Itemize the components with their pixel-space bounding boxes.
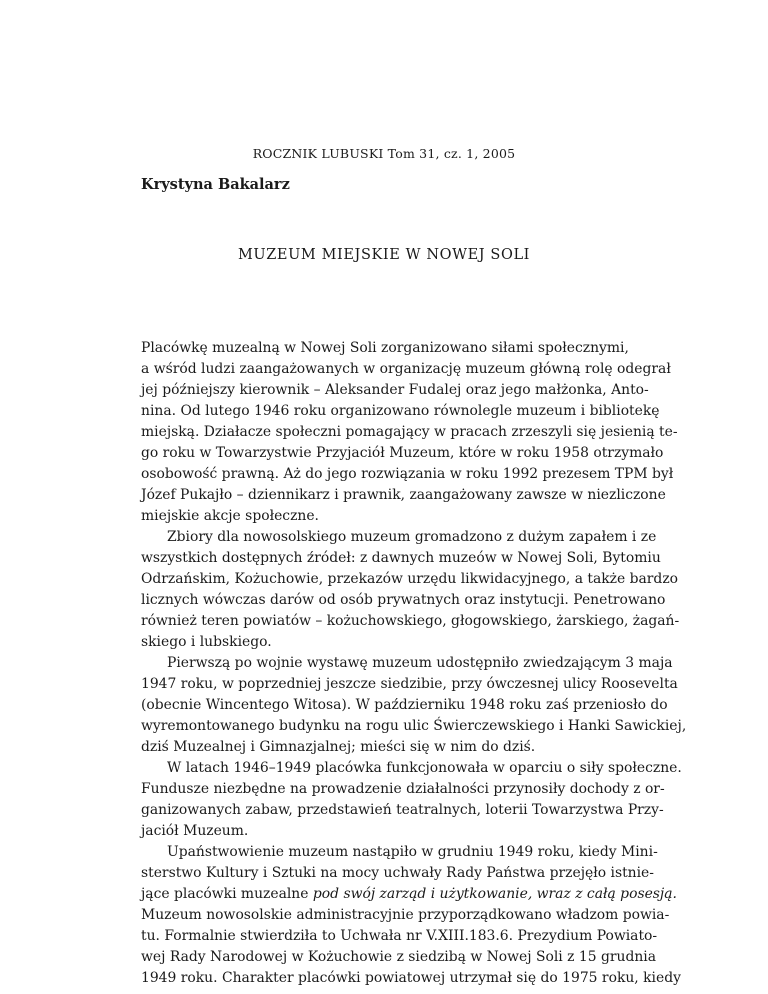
body-line: Upaństwowienie muzeum nastąpiło w grudniu 1949 roku, kiedy Mini- — [167, 844, 658, 860]
body-line: (obecnie Wincentego Witosa). W październiku 1948 roku zaś przeniosło do — [141, 697, 668, 713]
body-line: Muzeum nowosolskie administracyjnie przyporządkowano władzom powia- — [141, 907, 670, 923]
body-line-text: jące placówki muzealne — [141, 886, 313, 902]
body-line: osobowość prawną. Aż do jego rozwiązania w roku 1992 prezesem TPM był — [141, 466, 674, 482]
body-line: miejskie akcje społeczne. — [141, 508, 319, 524]
body-line — [141, 884, 677, 905]
article-title: MUZEUM MIEJSKIE W NOWEJ SOLI — [237, 247, 531, 263]
body-line: wej Rady Narodowej w Kożuchowie z siedzibą w Nowej Soli z 15 grudnia — [141, 949, 657, 965]
body-line: Zbiory dla nowosolskiego muzeum gromadzono z dużym zapałem i ze — [167, 529, 657, 545]
body-line: jej późniejszy kierownik – Aleksander Fudalej oraz jego małżonka, Anto- — [141, 382, 649, 398]
body-line: 1947 roku, w poprzedniej jeszcze siedzibie, przy ówczesnej ulicy Roosevelta — [141, 676, 678, 692]
body-line: wyremontowanego budynku na rogu ulic Świerczewskiego i Hanki Sawickiej, — [141, 718, 687, 734]
quoted-phrase: pod swój zarząd i użytkowanie, wraz z całą posesją. — [312, 886, 677, 902]
body-line: nina. Od lutego 1946 roku organizowano równolegle muzeum i bibliotekę — [141, 403, 660, 419]
body-line: Józef Pukajło – dziennikarz i prawnik, zaangażowany zawsze w niezliczone — [141, 487, 666, 503]
body-line: również teren powiatów – kożuchowskiego, głogowskiego, żarskiego, żagań- — [141, 613, 680, 629]
body-line: go roku w Towarzystwie Przyjaciół Muzeum, które w roku 1958 otrzymało — [141, 445, 664, 461]
body-line: Fundusze niezbędne na prowadzenie działalności przynosiły dochody z or- — [141, 781, 665, 797]
body-line: Pierwszą po wojnie wystawę muzeum udostępniło zwiedzającym 3 maja — [167, 655, 673, 671]
body-line: Placówkę muzealną w Nowej Soli zorganizowano siłami społecznymi, — [141, 340, 629, 356]
body-line: jaciół Muzeum. — [141, 823, 249, 839]
body-line: dziś Muzealnej i Gimnazjalnej; mieści się w nim do dziś. — [141, 739, 536, 755]
body-line: W latach 1946–1949 placówka funkcjonowała w oparciu o siły społeczne. — [167, 760, 682, 776]
body-line: licznych wówczas darów od osób prywatnych oraz instytucji. Penetrowano — [141, 592, 666, 608]
body-line: ganizowanych zabaw, przedstawień teatralnych, loterii Towarzystwa Przy- — [141, 802, 664, 818]
body-line: tu. Formalnie stwierdziła to Uchwała nr V.XIII.183.6. Prezydium Powiato- — [141, 928, 658, 944]
body-line: skiego i lubskiego. — [141, 634, 272, 650]
article-body — [141, 338, 687, 989]
body-line: 1949 roku. Charakter placówki powiatowej utrzymał się do 1975 roku, kiedy — [141, 970, 681, 986]
body-line: wszystkich dostępnych źródeł: z dawnych muzeów w Nowej Soli, Bytomiu — [141, 550, 661, 566]
author-name: Krystyna Bakalarz — [141, 176, 290, 193]
body-line: Odrzańskim, Kożuchowie, przekazów urzędu likwidacyjnego, a także bardzo — [141, 571, 679, 587]
body-line: sterstwo Kultury i Sztuki na mocy uchwały Rady Państwa przejęło istnie- — [141, 865, 654, 881]
body-line: a wśród ludzi zaangażowanych w organizację muzeum główną rolę odegrał — [141, 361, 671, 377]
running-head: ROCZNIK LUBUSKI Tom 31, cz. 1, 2005 — [252, 146, 516, 161]
body-line: miejską. Działacze społeczni pomagający w pracach zrzeszyli się jesienią te- — [141, 424, 678, 440]
